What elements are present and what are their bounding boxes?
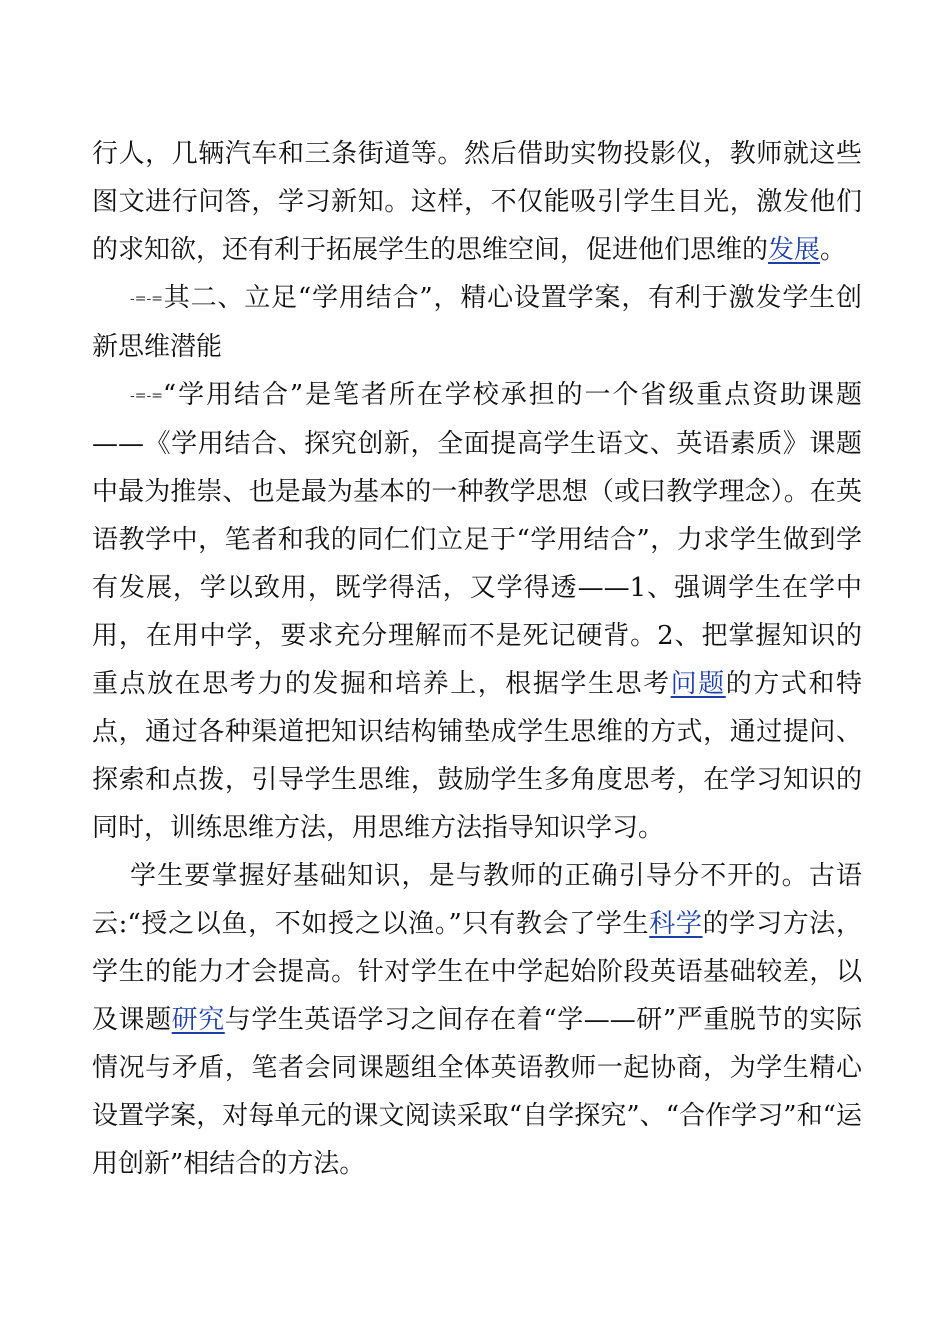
hyperlink-科学[interactable]: 科学 xyxy=(649,909,703,939)
paragraph-4 xyxy=(92,852,862,1188)
text-run: 。 xyxy=(820,235,847,265)
paragraph-2 xyxy=(92,274,862,371)
paragraph-3 xyxy=(92,371,862,852)
hyperlink-问题[interactable]: 问题 xyxy=(670,669,726,699)
text-run: “学用结合”是笔者所在学校承担的一个省级重点资助课题——《学用结合、探究创新，全面提高学生语文、英语素质》课题中最为推崇、也是最为基本的一种教学思想（或曰教学理念）。在英语教学中，笔者和我的同仁们立足于“学用结合”，力求学生做到学有发展，学以致用，既学得活，又学得透——1、强调学生在学中用，在用中学，要求充分理解而不是死记硬背。2、把掌握知识的重点放在思考力的发掘和培养上，根据学生思考 xyxy=(92,380,862,699)
document-body xyxy=(92,130,862,1188)
text-run: 行人，几辆汽车和三条街道等。然后借助实物投影仪，教师就这些图文进行问答，学习新知。这样，不仅能吸引学生目光，激发他们的求知欲，还有利于拓展学生的思维空间，促进他们思维的 xyxy=(92,139,862,265)
paragraph-marker: -=-= xyxy=(130,291,163,307)
text-run: 的方式和特点，通过各种渠道把知识结构铺垫成学生思维的方式，通过提问、探索和点拨，引导学生思维，鼓励学生多角度思考，在学习知识的同时，训练思维方法，用思维方法指导知识学习。 xyxy=(92,669,862,843)
text-run: 学生要掌握好基础知识，是与教师的正确引导分不开的。古语云:“授之以鱼，不如授之以渔。”只有教会了学生 xyxy=(92,861,862,939)
paragraph-marker: -=-= xyxy=(130,388,163,404)
hyperlink-发展[interactable]: 发展 xyxy=(768,235,821,265)
hyperlink-研究[interactable]: 研究 xyxy=(171,1005,225,1035)
paragraph-1 xyxy=(92,130,862,274)
text-run: 与学生英语学习之间存在着“学——研”严重脱节的实际情况与矛盾，笔者会同课题组全体英语教师一起协商，为学生精心设置学案，对每单元的课文阅读采取“自学探究”、“合作学习”和“运用创新”相结合的方法。 xyxy=(92,1005,862,1179)
text-run: 其二、立足“学用结合”，精心设置学案，有利于激发学生创新思维潜能 xyxy=(92,283,862,362)
text-run: 的学习方法，学生的能力才会提高。针对学生在中学起始阶段英语基础较差，以及课题 xyxy=(92,909,862,1035)
